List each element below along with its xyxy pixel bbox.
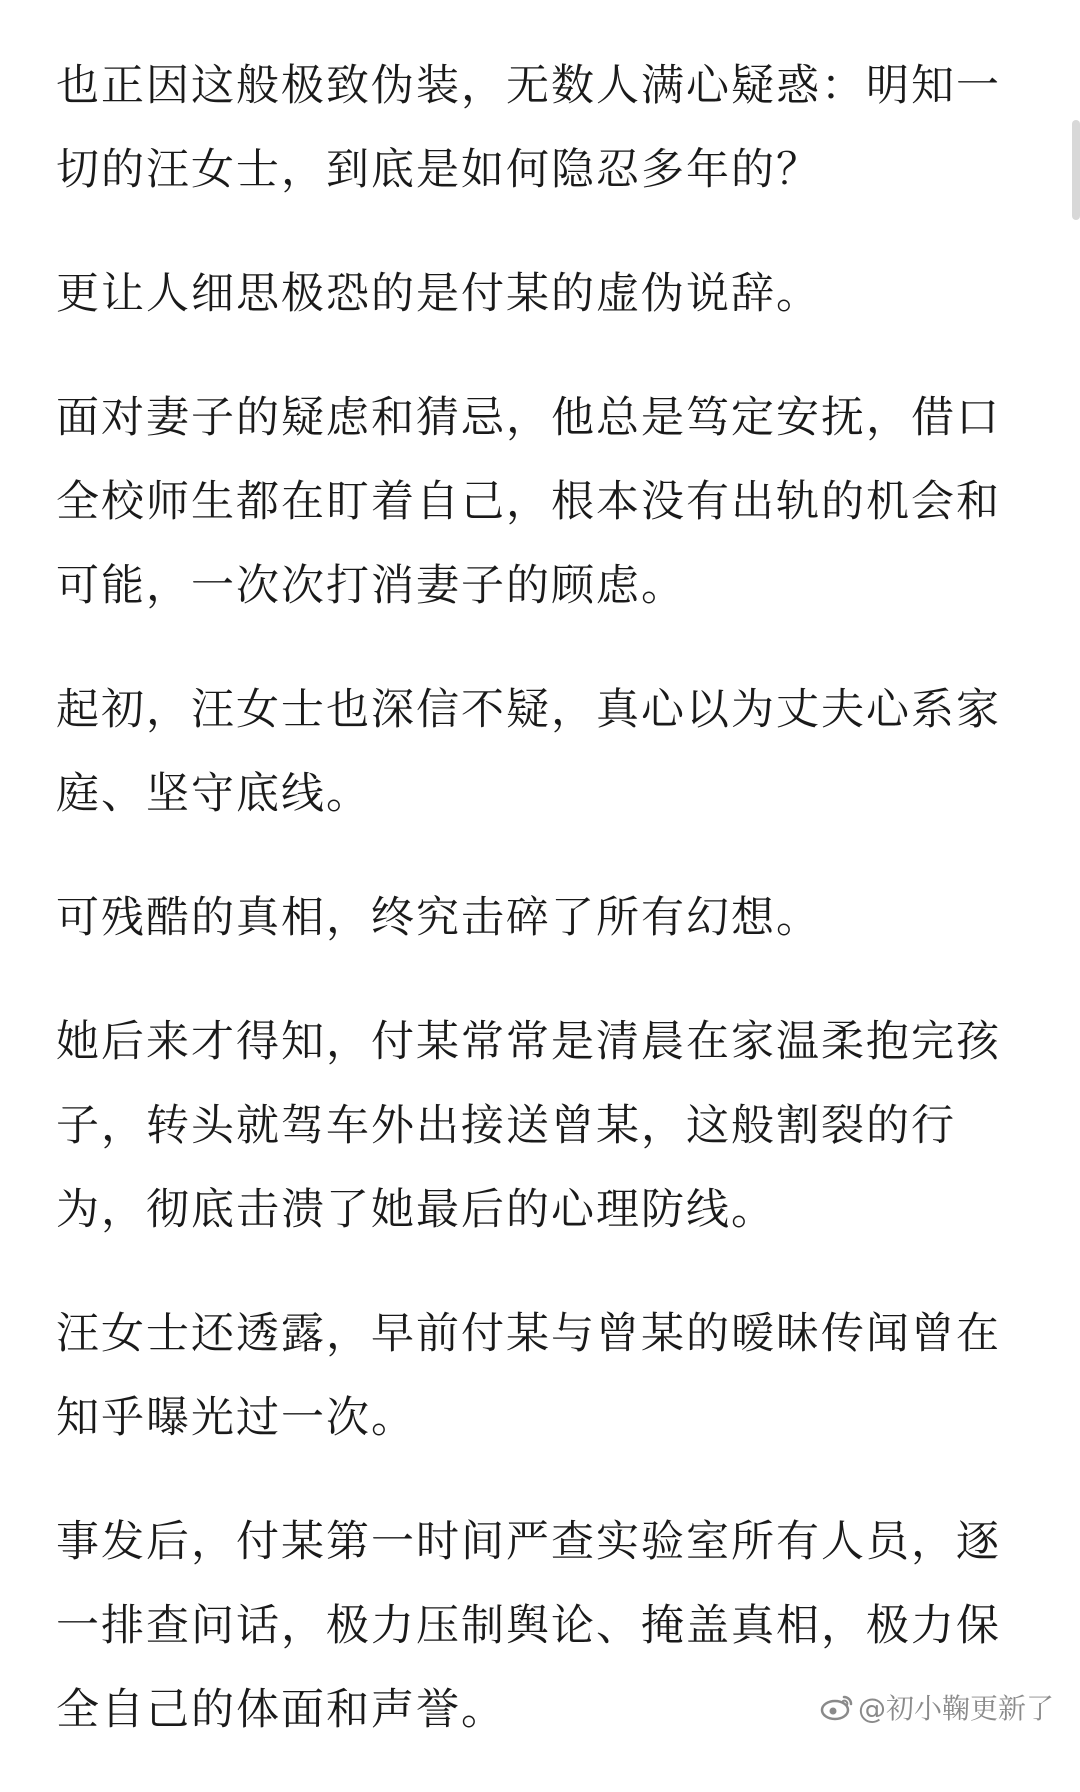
paragraph: 起初，汪女士也深信不疑，真心以为丈夫心系家庭、坚守底线。 — [56, 685, 1001, 819]
paragraph: 可残酷的真相，终究击碎了所有幻想。 — [56, 893, 821, 943]
paragraph: 汪女士还透露，早前付某与曾某的暧昧传闻曾在知乎曝光过一次。 — [56, 1309, 1001, 1443]
watermark-text: @初小鞠更新了 — [857, 1692, 1054, 1725]
scrollbar[interactable] — [1072, 120, 1080, 220]
paragraph: 也正因这般极致伪装，无数人满心疑惑：明知一切的汪女士，到底是如何隐忍多年的？ — [56, 61, 1001, 195]
paragraph: 她后来才得知，付某常常是清晨在家温柔抱完孩子，转头就驾车外出接送曾某，这般割裂的行为，彻底击溃了她最后的心理防线。 — [56, 1017, 1001, 1235]
paragraph: 更让人细思极恐的是付某的虚伪说辞。 — [56, 269, 821, 319]
paragraph: 事发后，付某第一时间严查实验室所有人员，逐一排查问话，极力压制舆论、掩盖真相，极力保全自己的体面和声誉。 — [56, 1517, 1001, 1735]
paragraph: 面对妻子的疑虑和猜忌，他总是笃定安抚，借口全校师生都在盯着自己，根本没有出轨的机会和可能，一次次打消妻子的顾虑。 — [56, 393, 1001, 611]
weibo-icon — [820, 1693, 854, 1721]
watermark — [820, 1687, 1054, 1727]
article-body — [56, 44, 1028, 1792]
